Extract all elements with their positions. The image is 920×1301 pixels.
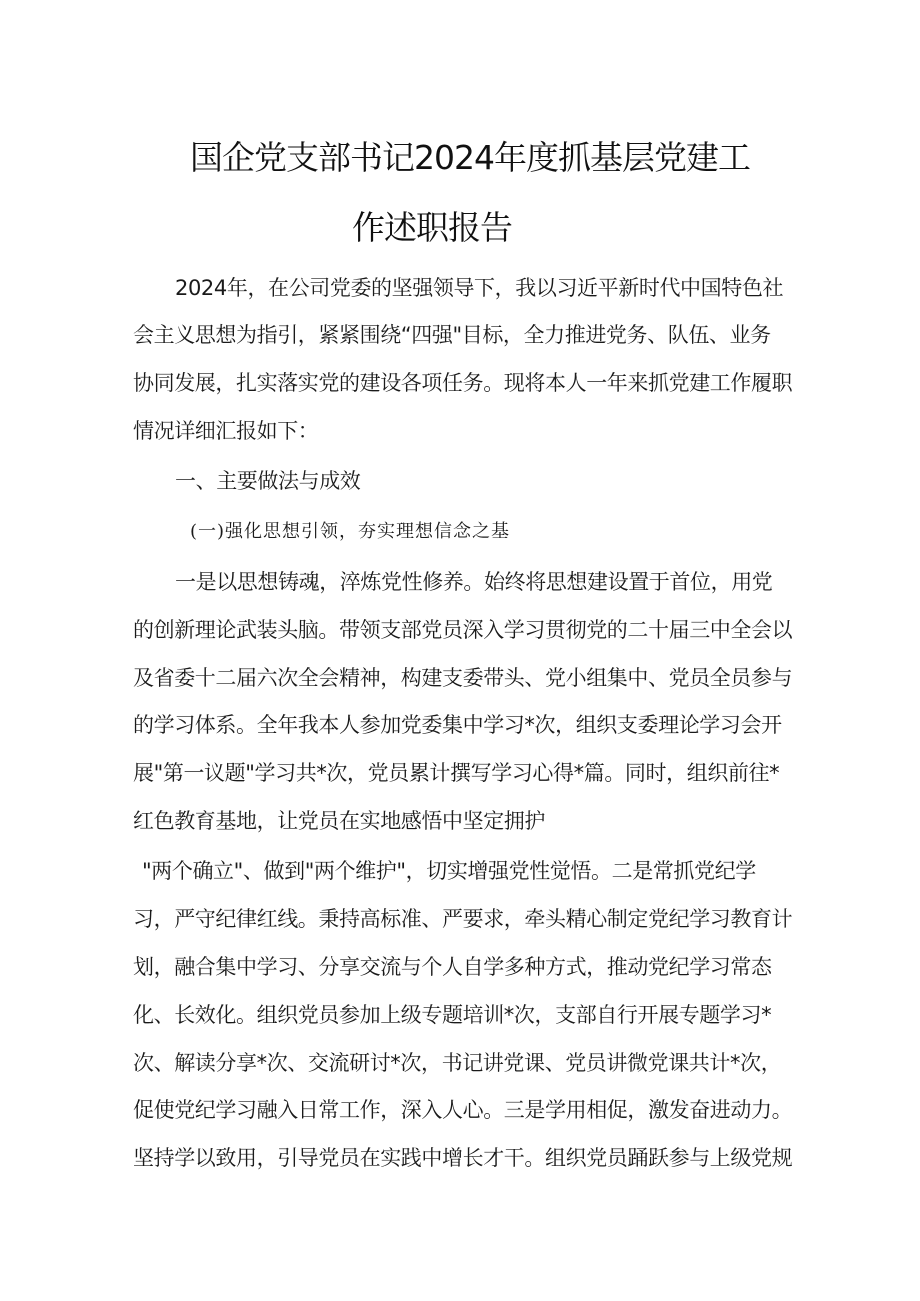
document-title-line-1: 国企党支部书记2024年度抓基层党建工 [190, 138, 750, 177]
body-paragraph-line: "两个确立"、做到"两个维护"，切实增强党性觉悟。二是常抓党纪学 [142, 859, 756, 883]
intro-paragraph-line: 会主义思想为指引，紧紧围绕“四强"目标，全力推进党务、队伍、业务 [133, 323, 771, 347]
intro-paragraph-line: 2024年，在公司党委的坚强领导下，我以习近平新时代中国特色社 [175, 276, 784, 300]
body-paragraph-line: 化、长效化。组织党员参加上级专题培训*次，支部自行开展专题学习* [133, 1003, 772, 1027]
body-paragraph-line: 的学习体系。全年我本人参加党委集中学习*次，组织支委理论学习会开 [133, 713, 782, 737]
body-paragraph-line: 红色教育基地，让党员在实地感悟中坚定拥护 [133, 809, 545, 833]
body-paragraph-line: 展"第一议题"学习共*次，党员累计撰写学习心得*篇。同时，组织前往* [133, 761, 780, 785]
body-paragraph-line: 划，融合集中学习、分享交流与个人自学多种方式，推动党纪学习常态 [133, 955, 772, 979]
body-paragraph-line: 的创新理论武装头脑。带领支部党员深入学习贯彻党的二十届三中全会以 [133, 618, 793, 642]
body-paragraph-line: 及省委十二届六次全会精神，构建支委带头、党小组集中、党员全员参与 [133, 666, 793, 690]
subsection-heading: (一)强化思想引领，夯实理想信念之基 [190, 521, 511, 542]
document-title-line-2: 作述职报告 [352, 208, 512, 247]
body-paragraph-line: 次、解读分享*次、交流研讨*次，书记讲党课、党员讲微党课共计*次， [133, 1051, 782, 1075]
body-paragraph-line: 一是以思想铸魂，淬炼党性修养。始终将思想建设置于首位，用党 [175, 570, 773, 594]
intro-paragraph-line: 协同发展，扎实落实党的建设各项任务。现将本人一年来抓党建工作履职 [133, 371, 793, 395]
body-paragraph-line: 习，严守纪律红线。秉持高标准、严要求，牵头精心制定党纪学习教育计 [133, 907, 793, 931]
body-paragraph-line: 促使党纪学习融入日常工作，深入人心。三是学用相促，激发奋进动力。 [133, 1098, 793, 1122]
section-heading: 一、主要做法与成效 [175, 469, 361, 493]
body-paragraph-line: 坚持学以致用，引导党员在实践中增长才干。组织党员踊跃参与上级党规 [133, 1146, 793, 1170]
intro-paragraph-line: 情况详细汇报如下： [133, 419, 319, 443]
